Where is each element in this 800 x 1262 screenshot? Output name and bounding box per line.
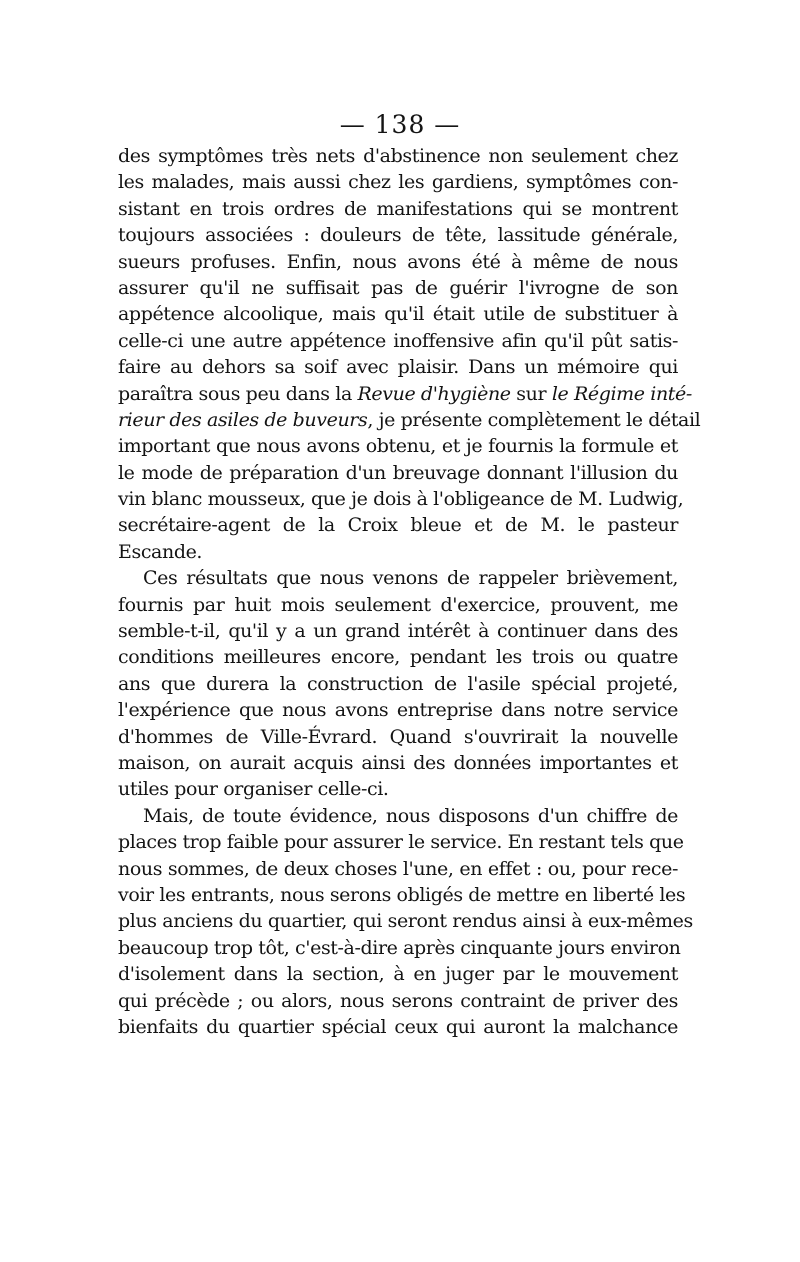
text-line: sueurs profuses. Enfin, nous avons été à même de nous — [118, 250, 678, 273]
text-line: assurer qu'il ne suffisait pas de guérir l'ivrogne de son — [118, 276, 678, 299]
text-line: beaucoup trop tôt, c'est-à-dire après cinquante jours environ — [118, 936, 681, 959]
text-line-with-italics — [118, 407, 701, 433]
text-line: voir les entrants, nous serons obligés de mettre en liberté les — [118, 883, 686, 906]
text-line: Mais, de toute évidence, nous disposons d'un chiffre de — [143, 804, 678, 827]
text-line: le mode de préparation d'un breuvage donnant l'illusion du — [118, 461, 678, 484]
text-line-with-italics — [118, 381, 692, 407]
text-line: maison, on aurait acquis ainsi des données importantes et — [118, 751, 678, 774]
text-line: celle-ci une autre appétence inoffensive afin qu'il pût satis- — [118, 329, 678, 352]
text-line: Ces résultats que nous venons de rappeler brièvement, — [143, 567, 678, 590]
text-line: semble-t-il, qu'il y a un grand intérêt à continuer dans des — [118, 620, 678, 643]
text-line: fournis par huit mois seulement d'exercice, prouvent, me — [118, 593, 678, 616]
text-line: l'expérience que nous avons entreprise dans notre service — [118, 699, 678, 722]
text-line: d'hommes de Ville-Évrard. Quand s'ouvrirait la nouvelle — [118, 725, 678, 748]
text-line: des symptômes très nets d'abstinence non seulement chez — [118, 145, 678, 167]
page-number: — 138 — — [339, 110, 461, 139]
text-line: ans que durera la construction de l'asile spécial projeté, — [118, 672, 678, 695]
text-line: plus anciens du quartier, qui seront rendus ainsi à eux-mêmes — [118, 910, 693, 933]
text-line: Escande. — [118, 540, 203, 563]
text-span: , je présente complètement le détail — [367, 408, 701, 431]
text-line: appétence alcoolique, mais qu'il était utile de substituer à — [118, 303, 678, 326]
text-line: important que nous avons obtenu, et je fournis la formule et — [118, 435, 678, 458]
text-line: utiles pour organiser celle-ci. — [118, 778, 389, 801]
text-line: toujours associées : douleurs de tête, lassitude générale, — [118, 224, 678, 247]
journal-title: Revue d'hygiène — [357, 382, 511, 405]
text-line: secrétaire-agent de la Croix bleue et de M. le pasteur — [118, 514, 678, 537]
text-line: vin blanc mousseux, que je dois à l'obligeance de M. Ludwig, — [118, 488, 684, 511]
text-span: sur — [510, 382, 552, 405]
article-title: le Régime inté- — [551, 382, 692, 405]
text-line: conditions meilleures encore, pendant les trois ou quatre — [118, 646, 678, 669]
text-line: faire au dehors sa soif avec plaisir. Dans un mémoire qui — [118, 356, 678, 379]
body-text — [118, 143, 701, 1040]
text-line: places trop faible pour assurer le service. En restant tels que — [118, 831, 684, 854]
text-line: bienfaits du quartier spécial ceux qui auront la malchance — [118, 1015, 678, 1038]
article-title-continued: rieur des asiles de buveurs — [118, 408, 368, 431]
text-line: sistant en trois ordres de manifestations qui se montrent — [118, 197, 678, 220]
text-line: les malades, mais aussi chez les gardiens, symptômes con- — [118, 171, 678, 194]
text-line: d'isolement dans la section, à en juger par le mouvement — [118, 963, 678, 986]
text-line: nous sommes, de deux choses l'une, en effet : ou, pour rece- — [118, 857, 678, 880]
text-line: qui précède ; ou alors, nous serons contraint de priver des — [118, 989, 678, 1012]
text-span: paraîtra sous peu dans la — [118, 382, 358, 405]
